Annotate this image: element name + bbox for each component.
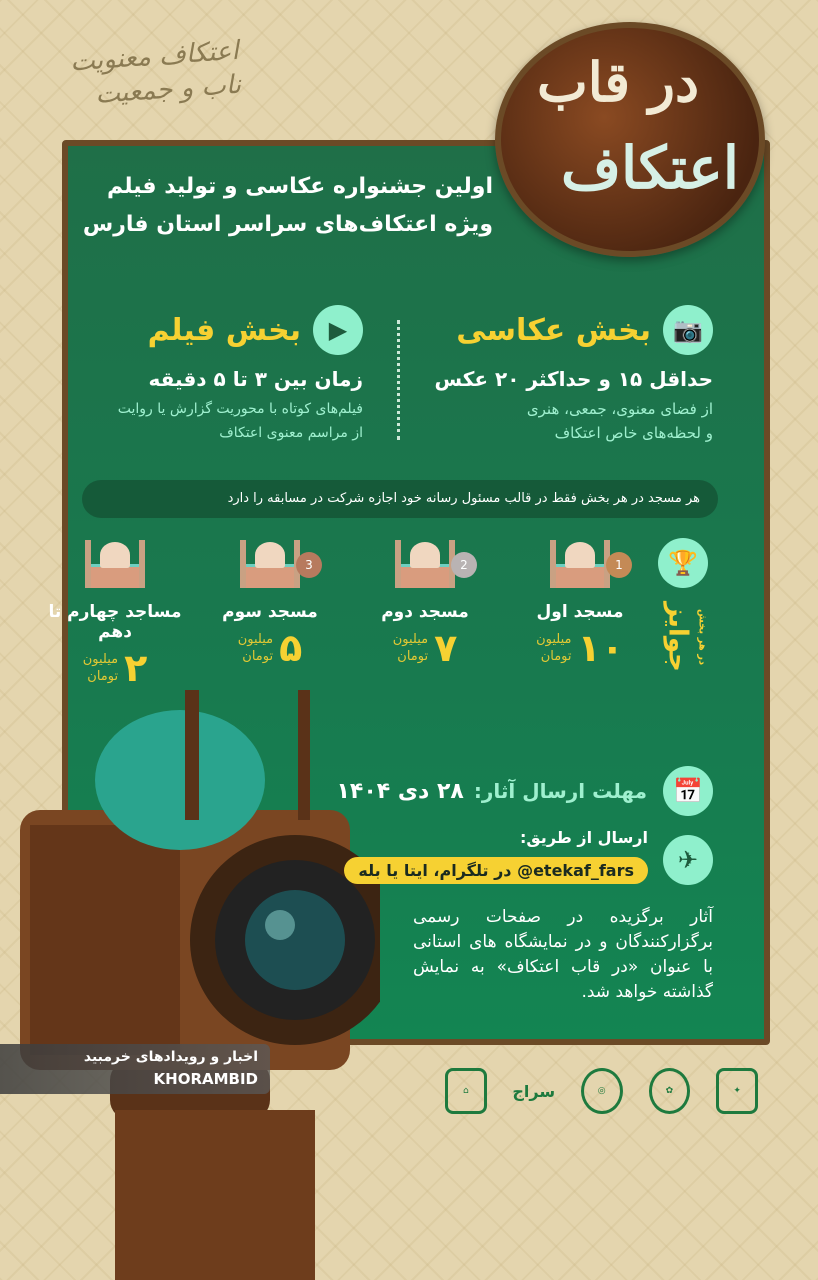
submit-channel[interactable]: etekaf_fars@ در تلگرام، ایتا یا بله	[344, 857, 648, 884]
mosque-icon	[85, 540, 145, 590]
prize-item	[45, 540, 185, 690]
film-title: بخش فیلم	[147, 312, 301, 348]
medal-icon: 1	[606, 552, 632, 578]
mosque-icon	[550, 540, 610, 590]
subtitle	[53, 168, 493, 244]
prize-unit1: میلیون	[82, 652, 119, 667]
sponsor-logo-3: ◎	[581, 1068, 623, 1114]
photo-desc-line1: از فضای معنوی، جمعی، هنری	[526, 400, 713, 418]
deadline-label: مهلت ارسال آثار:	[473, 779, 647, 803]
sponsor-logo-5: ⌂	[445, 1068, 487, 1114]
prize-unit1: میلیون	[536, 632, 572, 647]
prizes-subtitle: در هر بخش	[696, 608, 708, 665]
deadline-date: ۲۸ دی ۱۴۰۴	[336, 778, 464, 804]
prize-amount: ۷	[434, 626, 458, 670]
festival-logo	[495, 22, 765, 257]
prize-amount: ۲	[124, 646, 148, 690]
prize-unit1: میلیون	[237, 632, 274, 647]
watermark-en: KHORAMBID	[153, 1070, 258, 1088]
camera-icon: 📷	[663, 305, 713, 355]
photo-title: بخش عکاسی	[456, 312, 651, 348]
logo-line1: در قاب	[536, 50, 699, 114]
calligraphy-logo: اعتکاف معنویت ناب و جمعیت	[69, 35, 242, 110]
film-icon: ▶	[313, 305, 363, 355]
sponsor-logo-4: سراج	[512, 1081, 556, 1101]
prizes-title: جوایز	[662, 602, 693, 672]
prizes-label	[658, 538, 712, 672]
mosque-camera-illustration	[20, 690, 380, 1280]
mosque-icon	[240, 540, 300, 590]
prize-name: مسجد اول	[536, 602, 624, 622]
prize-unit2: تومان	[540, 649, 572, 664]
photo-requirement: حداقل ۱۵ و حداکثر ۲۰ عکس	[434, 367, 713, 391]
prize-unit1: میلیون	[392, 632, 429, 647]
prize-name: مساجد چهارم تا دهم	[48, 602, 182, 642]
section-divider	[397, 320, 400, 440]
sponsor-logo-2: ✿	[649, 1068, 691, 1114]
film-section	[33, 305, 363, 445]
prize-amount: ۵	[279, 626, 303, 670]
subtitle-line2: ویژه اعتکاف‌های سراسر استان فارس	[82, 212, 493, 237]
prize-unit2: تومان	[397, 649, 429, 664]
film-desc-line2: از مراسم معنوی اعتکاف	[219, 425, 363, 441]
film-desc-line1: فیلم‌های کوتاه با محوریت گزارش یا روایت	[117, 401, 363, 417]
subtitle-line1: اولین جشنواره عکاسی و تولید فیلم	[106, 174, 493, 199]
film-requirement: زمان بین ۳ تا ۵ دقیقه	[148, 367, 363, 391]
calendar-icon: 📅	[663, 766, 713, 816]
submit-label: ارسال از طریق:	[519, 828, 648, 847]
photo-desc-line2: و لحظه‌های خاص اعتکاف	[554, 424, 713, 442]
rules-note: هر مسجد در هر بخش فقط در قالب مسئول رسانه خود اجازه شرکت در مسابقه را دارد	[82, 480, 718, 518]
mosque-icon	[395, 540, 455, 590]
prize-item	[200, 540, 340, 670]
medal-icon: 3	[296, 552, 322, 578]
prize-item	[510, 540, 650, 670]
prize-amount: ۱۰	[577, 626, 624, 670]
trophy-icon: 🏆	[658, 538, 708, 588]
sponsor-logos	[445, 1068, 758, 1114]
prize-item	[355, 540, 495, 670]
prize-unit2: تومان	[87, 669, 119, 684]
sponsor-logo-1: ✦	[716, 1068, 758, 1114]
photo-section	[413, 305, 713, 445]
watermark-fa: اخبار و رویدادهای خرمبید	[83, 1049, 258, 1065]
paper-plane-icon: ✈	[663, 835, 713, 885]
prize-unit2: تومان	[242, 649, 274, 664]
prize-name: مسجد دوم	[381, 602, 469, 622]
prize-name: مسجد سوم	[222, 602, 318, 622]
deadline-row	[337, 766, 714, 816]
footer-text: آثار برگزیده در صفحات رسمی برگزارکنندگان و در نمایشگاه های استانی با عنوان «در قاب اعتکاف» به نمایش گذاشته خواهد شد.	[413, 907, 713, 1002]
khorambid-watermark	[0, 1044, 270, 1094]
logo-line2: اعتکاف	[560, 134, 739, 202]
send-row	[663, 835, 713, 885]
medal-icon: 2	[451, 552, 477, 578]
